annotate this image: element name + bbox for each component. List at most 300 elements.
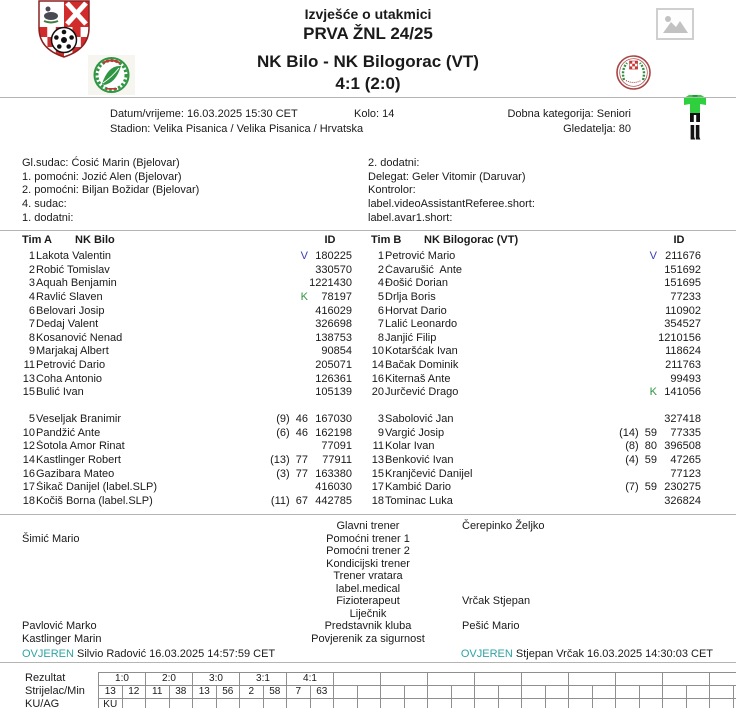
staff-section [0,520,736,645]
staff-name-team-b: Čerepinko Željko [462,520,545,532]
team-b-starters [371,250,701,400]
scorer-min-cell [358,686,382,699]
result-cell [381,673,428,686]
separator [0,514,736,515]
team-b-label: Tim B [371,234,402,246]
official-line: Gl.sudac: Ćosić Marin (Bjelovar) [22,157,180,169]
player-number: 15 [371,467,384,480]
player-number: 9 [377,426,384,439]
separator [0,662,736,663]
player-row [22,291,352,305]
staff-name-team-a: Kastlinger Marin [22,632,102,645]
staff-role-label: Kondicijski trener [326,557,410,570]
player-number: 13 [22,372,35,385]
player-role-marker: K [300,290,308,303]
player-name: Lakota Valentin [36,250,112,262]
result-cell: 3:1 [240,673,287,686]
player-id: 141056 [664,386,701,399]
player-name: Bačak Dominik [385,359,459,372]
player-name: Kastlinger Robert [36,453,121,466]
result-cell [616,673,663,686]
match-title: NK Bilo - NK Bilogorac (VT) [257,52,479,71]
player-id: 78197 [321,290,352,303]
scorer-min-cell: 13 [193,686,217,699]
player-name: Marjakaj Albert [36,345,109,358]
scorer-row-label: Strijelac/Min [25,685,85,697]
player-name: Gazibara Mateo [36,467,115,480]
player-row [22,305,352,319]
result-row [99,673,736,686]
player-name: Janjić Filip [385,331,437,344]
team-b-id-header: ID [673,234,685,246]
ku-ag-cell [381,699,405,708]
player-number: 16 [371,372,384,385]
player-sub-info: (9) 46 [276,413,308,425]
official-line: 1. dodatni: [22,211,74,224]
staff-row [0,583,736,596]
player-id: 163380 [315,467,352,480]
player-name: Benković Ivan [385,453,454,466]
certified-badge: OVJEREN [22,648,74,660]
ku-ag-cell [428,699,452,708]
ku-ag-cell [193,699,217,708]
player-row [22,277,352,291]
player-row [371,454,701,468]
official-line: 4. sudac: [22,198,67,211]
separator [0,97,736,98]
player-row [371,305,701,319]
staff-row [0,533,736,546]
player-number: 16 [22,467,35,480]
team-a-substitutes [22,413,352,508]
player-number: 6 [28,304,35,317]
result-cell [475,673,522,686]
player-row [22,413,352,427]
player-row [371,440,701,454]
player-name: Šikač Danijel (label.SLP) [36,481,158,494]
staff-row [0,520,736,533]
player-id: 151695 [664,277,701,290]
player-role-marker: K [649,386,657,399]
staff-name-team-b: Pešić Mario [462,620,520,633]
ku-ag-cell [287,699,311,708]
scorer-min-cell: 12 [123,686,147,699]
ku-ag-cell [311,699,335,708]
staff-role-label: Pomoćni trener 1 [326,532,410,545]
team-a-header [22,234,352,247]
scorer-min-cell [405,686,429,699]
player-row [22,454,352,468]
player-id: 138753 [315,331,352,344]
player-row [22,359,352,373]
staff-role-label: Predstavnik kluba [324,620,412,633]
staff-role-label: Liječnik [349,607,387,620]
player-name: Jurčević Drago [385,386,459,399]
ku-ag-cell: KU [99,699,123,708]
result-cell [663,673,710,686]
separator [0,230,736,231]
player-number: 5 [377,290,384,303]
scorer-min-cell [381,686,405,699]
player-id: 1210156 [658,331,701,344]
team-b-substitutes [371,413,701,508]
team-a-name: NK Bilo [75,234,115,246]
player-name: Bulić Ivan [36,386,84,399]
player-number: 17 [22,481,35,494]
player-number: 10 [371,345,384,358]
player-row [371,468,701,482]
ku-ag-cell [663,699,687,708]
match-stadium: Stadion: Velika Pisanica / Velika Pisanica / Hrvatska [110,123,364,135]
staff-role-label: Glavni trener [336,520,400,532]
player-row [22,386,352,400]
certification-team-b [461,648,713,660]
staff-name-team-a: Pavlović Marko [22,620,97,633]
result-cell [569,673,616,686]
result-cell [334,673,381,686]
team-a-id-header: ID [324,234,336,246]
player-number: 7 [28,318,35,331]
official-line: 1. pomoćni: Jozić Alen (Bjelovar) [22,170,182,183]
team-b-header [371,234,701,247]
ku-ag-cell [546,699,570,708]
player-number: 3 [28,277,35,290]
player-id: 105139 [315,386,352,399]
player-sub-info: (3) 77 [276,467,308,480]
player-name: Lalić Leonardo [385,318,458,331]
scorer-min-cell [569,686,593,699]
player-id: 110902 [665,304,701,317]
player-name: Coha Antonio [36,372,103,385]
scorer-min-cell [475,686,499,699]
player-id: 230275 [664,481,701,494]
player-number: 6 [377,304,384,317]
player-id: 211763 [665,359,701,372]
player-id: 118624 [665,345,701,358]
player-number: 14 [371,359,384,372]
player-number: 1 [28,250,35,262]
scorer-min-cell [616,686,640,699]
player-name: Tominac Luka [385,494,453,507]
player-row [22,345,352,359]
player-sub-info: (6) 46 [276,426,308,439]
ku-ag-cell [334,699,358,708]
player-number: 4 [377,277,384,290]
ku-ag-cell [710,699,734,708]
result-cell [710,673,736,686]
ku-ag-row [99,699,736,708]
ku-ag-cell [217,699,241,708]
certified-by: Stjepan Vrčak 16.03.2025 14:30:03 CET [512,648,713,660]
ku-ag-cell [240,699,264,708]
player-name: Dedaj Valent [36,318,99,331]
player-number: 9 [28,345,35,358]
team-b-name: NK Bilogorac (VT) [424,234,519,246]
player-number: 11 [372,440,384,453]
result-cell [428,673,475,686]
player-id: 162198 [315,426,352,439]
player-number: 14 [22,453,35,466]
player-role-marker: V [649,250,657,262]
staff-row [0,595,736,608]
player-number: 17 [371,481,384,494]
player-row [371,277,701,291]
official-line: Kontrolor: [368,184,416,197]
scorer-min-cell: 56 [217,686,241,699]
ku-ag-cell [405,699,429,708]
player-row [22,440,352,454]
scorer-min-cell [334,686,358,699]
player-name: Kambić Dario [385,481,452,494]
officials-left [22,157,199,226]
player-name: Šotola Amor Rinat [36,440,125,453]
staff-role-label: Fizioterapeut [336,595,400,608]
player-number: 8 [377,331,384,344]
player-row [371,481,701,495]
score-table [98,672,736,708]
player-number: 1 [377,250,384,262]
player-id: 77911 [322,453,352,466]
player-name: Petrović Mario [385,250,456,262]
ku-ag-cell [475,699,499,708]
match-attendance: Gledatelja: 80 [563,123,631,135]
player-number: 13 [371,453,384,466]
scorer-min-cell [640,686,664,699]
player-id: 47265 [670,453,701,466]
ku-ag-cell [687,699,711,708]
player-name: Đošić Dorian [385,277,448,290]
match-info-right [507,107,631,137]
certification-team-a [22,648,275,660]
player-sub-info: (13) 77 [270,453,308,466]
staff-row [0,633,736,646]
player-id: 330570 [315,263,352,276]
player-row [22,427,352,441]
official-line: 2. pomoćni: Biljan Božidar (Bjelovar) [22,184,200,197]
scorer-min-cell [428,686,452,699]
player-id: 77091 [321,440,352,453]
staff-name-team-a: Šimić Mario [22,532,80,545]
player-number: 5 [28,413,35,425]
result-cell: 1:0 [99,673,146,686]
cards-row-label: KU/AG [25,698,60,708]
player-row [371,345,701,359]
result-cell [522,673,569,686]
player-number: 15 [22,386,35,399]
player-row [371,373,701,387]
league-title: PRVA ŽNL 24/25 [303,24,433,43]
player-row [371,495,701,509]
player-row [22,373,352,387]
certified-badge: OVJEREN [460,648,513,660]
player-number: 2 [377,263,384,276]
player-number: 10 [22,426,35,439]
player-row [371,427,701,441]
player-id: 77123 [670,467,701,480]
match-category: Dobna kategorija: Seniori [507,108,631,120]
scorer-min-cell: 38 [170,686,194,699]
player-number: 2 [28,263,35,276]
player-name: Pandžić Ante [36,426,101,439]
player-id: 416030 [315,481,352,494]
player-sub-info: (4) 59 [625,453,657,466]
player-row [371,318,701,332]
scorer-min-cell [499,686,523,699]
ku-ag-cell [146,699,170,708]
player-id: 77335 [670,426,701,439]
official-line: label.videoAssistantReferee.short: [368,198,535,211]
player-sub-info: (8) 80 [625,440,657,453]
staff-row [0,570,736,583]
player-id: 211676 [665,250,701,262]
player-id: 77233 [670,290,701,303]
player-row [371,386,701,400]
scorer-min-cell [522,686,546,699]
player-number: 7 [377,318,384,331]
player-sub-info: (11) 67 [270,494,308,507]
player-row [371,413,701,427]
player-number: 3 [377,413,384,425]
scorer-min-cell [710,686,734,699]
staff-row [0,558,736,571]
staff-name-team-b: Vrčak Stjepan [462,595,531,608]
scorer-min-cell: 13 [99,686,123,699]
player-number: 11 [23,359,35,372]
ku-ag-cell [123,699,147,708]
player-name: Kolar Ivan [385,440,435,453]
player-row [22,495,352,509]
ku-ag-cell [358,699,382,708]
player-name: Sabolović Jan [385,413,454,425]
scorer-min-cell [593,686,617,699]
player-id: 1221430 [309,277,352,290]
player-number: 20 [371,386,384,399]
player-row [371,359,701,373]
ku-ag-cell [616,699,640,708]
player-id: 442785 [315,494,352,507]
player-id: 126361 [315,372,352,385]
kit-icon [684,95,706,143]
player-name: Vargić Josip [385,426,445,439]
player-name: Horvat Dario [385,304,447,317]
team-a-label: Tim A [22,234,52,246]
ku-ag-cell [452,699,476,708]
ku-ag-cell [264,699,288,708]
player-name: Kranjčević Danijel [385,467,473,480]
player-role-marker: V [300,250,308,262]
player-row [22,468,352,482]
scorer-min-row [99,686,736,699]
ku-ag-cell [499,699,523,708]
player-row [371,291,701,305]
official-line: 2. dodatni: [368,157,420,169]
player-id: 327418 [664,413,701,425]
ku-ag-cell [522,699,546,708]
player-name: Aquah Benjamin [36,277,117,290]
result-cell: 3:0 [193,673,240,686]
player-id: 99493 [670,372,701,385]
match-info-left [110,107,363,137]
player-id: 326698 [315,318,352,331]
report-title: Izvješće o utakmici [304,6,432,22]
staff-row [0,545,736,558]
player-id: 151692 [664,263,701,276]
player-id: 180225 [315,250,352,262]
player-row [22,481,352,495]
player-id: 326824 [664,494,701,507]
player-name: Kosanović Nenad [36,331,123,344]
player-row [22,250,352,264]
player-name: Kiternaš Ante [385,372,451,385]
player-name: Kotaršćak Ivan [385,345,458,358]
result-cell: 2:0 [146,673,193,686]
result-row-label: Rezultat [25,672,66,684]
player-name: Ćavarušić Ante [385,263,463,276]
player-number: 12 [22,440,35,453]
player-id: 167030 [315,413,352,425]
player-number: 18 [22,494,35,507]
ku-ag-cell [593,699,617,708]
player-row [22,318,352,332]
scorer-min-cell: 58 [264,686,288,699]
staff-row [0,608,736,621]
scorer-min-cell: 63 [311,686,335,699]
scorer-min-cell: 7 [287,686,311,699]
ku-ag-cell [170,699,194,708]
player-sub-info: (14) 59 [619,426,657,439]
staff-role-label: Povjerenik za sigurnost [311,632,425,645]
player-row [371,332,701,346]
player-name: Veseljak Branimir [36,413,121,425]
match-round: Kolo: 14 [354,108,395,120]
ku-ag-cell [569,699,593,708]
scorer-min-cell: 2 [240,686,264,699]
score-table-labels [25,672,85,708]
scorer-min-cell [452,686,476,699]
player-name: Ravlić Slaven [36,290,103,303]
scorer-min-cell [687,686,711,699]
scorer-min-cell: 11 [146,686,170,699]
player-number: 4 [28,290,35,303]
staff-role-label: Trener vratara [333,570,403,583]
certified-by: Silvio Radović 16.03.2025 14:57:59 CET [73,648,276,660]
player-name: Kočiš Borna (label.SLP) [36,494,153,507]
scorer-min-cell [663,686,687,699]
player-sub-info: (7) 59 [625,481,657,494]
player-number: 18 [371,494,384,507]
player-number: 8 [28,331,35,344]
officials-right [368,157,535,226]
player-name: Petrović Dario [36,359,106,372]
match-datetime: Datum/vrijeme: 16.03.2025 15:30 CET [110,108,298,120]
player-id: 396508 [664,440,701,453]
player-row [371,250,701,264]
staff-row [0,620,736,633]
player-name: Robić Tomislav [36,263,110,276]
player-name: Belovari Josip [36,304,105,317]
player-row [22,332,352,346]
ku-ag-cell [640,699,664,708]
team-a-starters [22,250,352,400]
player-id: 354527 [664,318,701,331]
result-cell: 4:1 [287,673,334,686]
player-name: Drlja Boris [385,290,436,303]
match-result: 4:1 (2:0) [335,74,401,93]
player-id: 416029 [315,304,352,317]
player-row [371,264,701,278]
staff-role-label: label.medical [335,582,401,595]
player-row [22,264,352,278]
